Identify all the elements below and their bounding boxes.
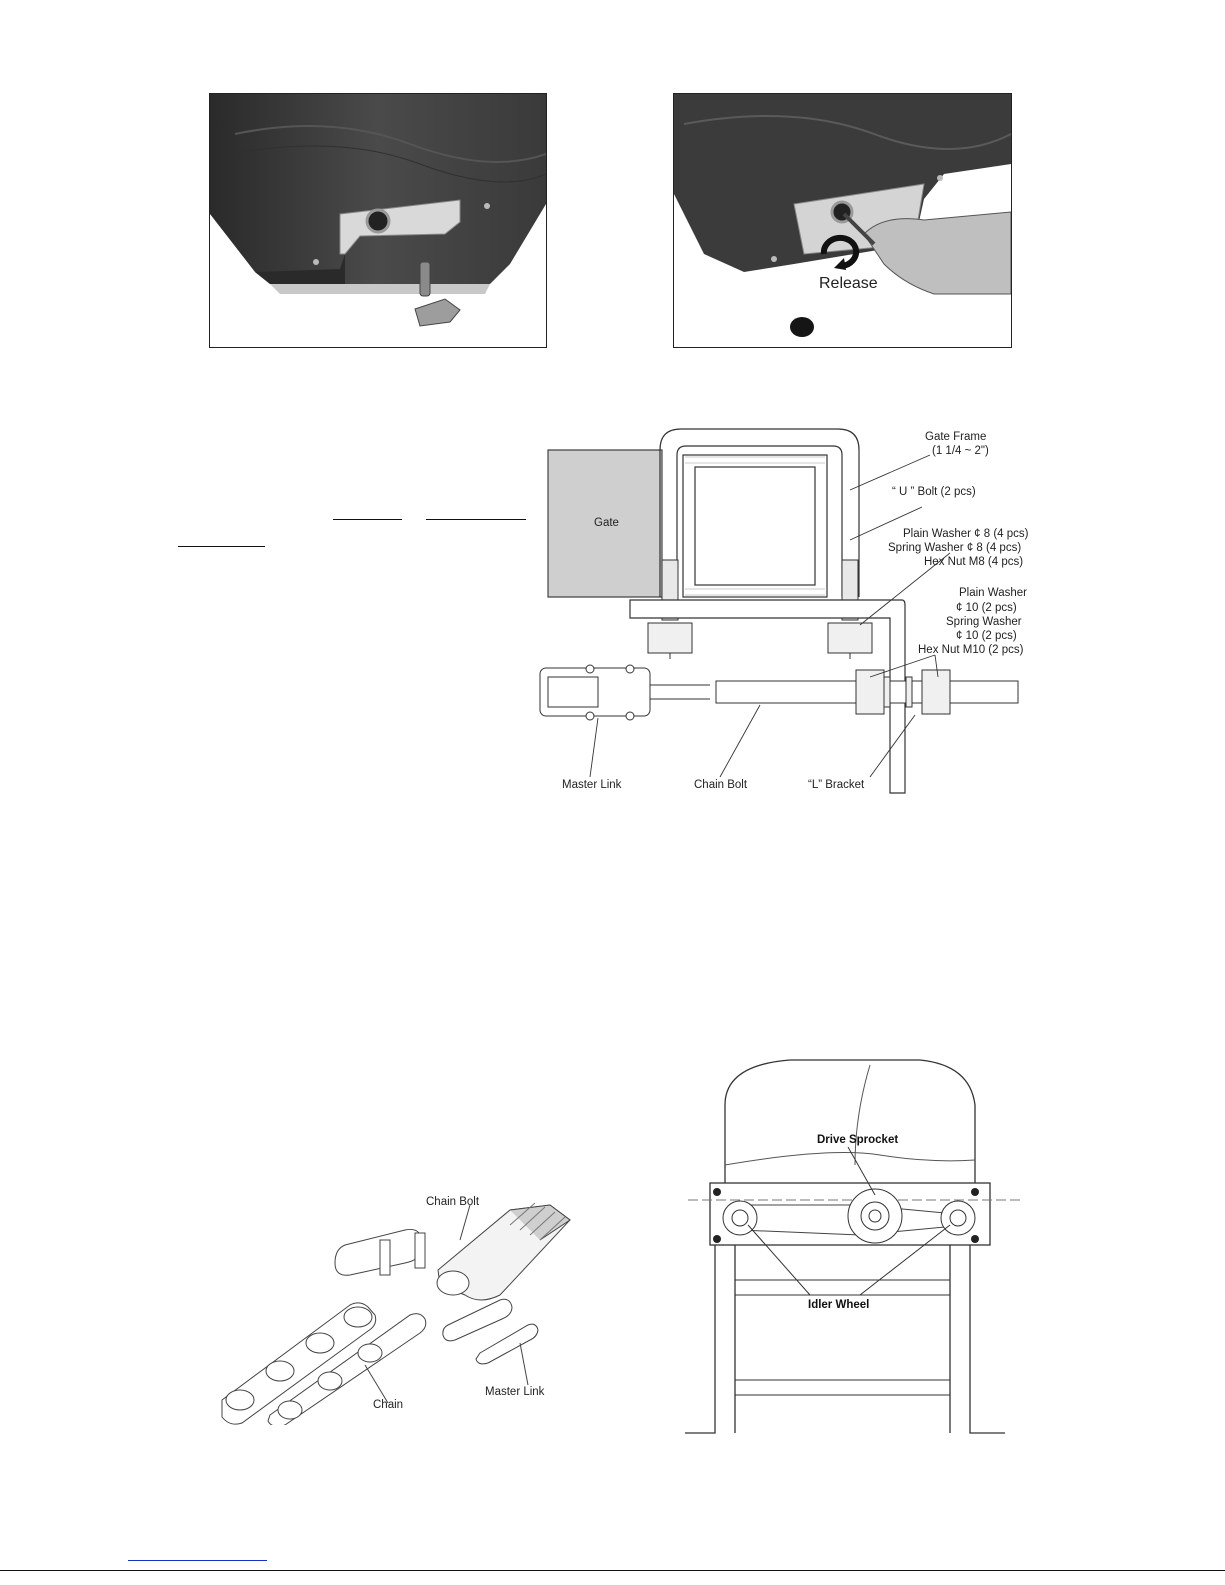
gate-frame-size-label: (1 1/4 ~ 2"): [932, 445, 989, 457]
release-action-illustration: [674, 94, 1011, 347]
plain-washer-10-label: Plain Washer: [959, 587, 1027, 599]
chain-bolt-label-2: Chain Bolt: [426, 1196, 480, 1208]
release-key-illustration: [210, 94, 546, 347]
idler-wheel-label: Idler Wheel: [808, 1299, 870, 1311]
underline-1: [333, 519, 402, 520]
plain-washer-8-label: Plain Washer ¢ 8 (4 pcs): [903, 528, 1029, 540]
footer-rule: [0, 1570, 1225, 1571]
master-link-label: Master Link: [562, 779, 622, 791]
hex-nut-m8-label: Hex Nut M8 (4 pcs): [924, 556, 1024, 568]
spring-washer-8-label: Spring Washer ¢ 8 (4 pcs): [888, 542, 1022, 554]
footer-link-underline[interactable]: [128, 1560, 267, 1561]
gate-frame-label: Gate Frame: [925, 431, 987, 443]
sprocket-diagram: [680, 1055, 1025, 1445]
hex-nut-m10-label: Hex Nut M10 (2 pcs): [918, 644, 1024, 656]
u-bolt-label: “ U ” Bolt (2 pcs): [892, 486, 976, 498]
chain-bolt-label: Chain Bolt: [694, 779, 748, 791]
l-bracket-label: “L” Bracket: [808, 779, 865, 791]
release-label: Release: [819, 275, 878, 292]
photo-release-action: [673, 93, 1012, 348]
chain-assembly-diagram: [210, 1185, 610, 1425]
plain-washer-10-size-label: ¢ 10 (2 pcs): [956, 602, 1017, 614]
underline-3: [178, 546, 265, 547]
master-link-label-2: Master Link: [485, 1386, 545, 1398]
spring-washer-10-size-label: ¢ 10 (2 pcs): [956, 630, 1017, 642]
drive-sprocket-label: Drive Sprocket: [817, 1134, 899, 1146]
bracket-assembly-diagram: [520, 415, 1040, 805]
underline-2: [426, 519, 526, 520]
gate-label: Gate: [594, 517, 619, 529]
photo-release-key: [209, 93, 547, 348]
chain-label: Chain: [373, 1399, 404, 1411]
spring-washer-10-label: Spring Washer: [946, 616, 1022, 628]
